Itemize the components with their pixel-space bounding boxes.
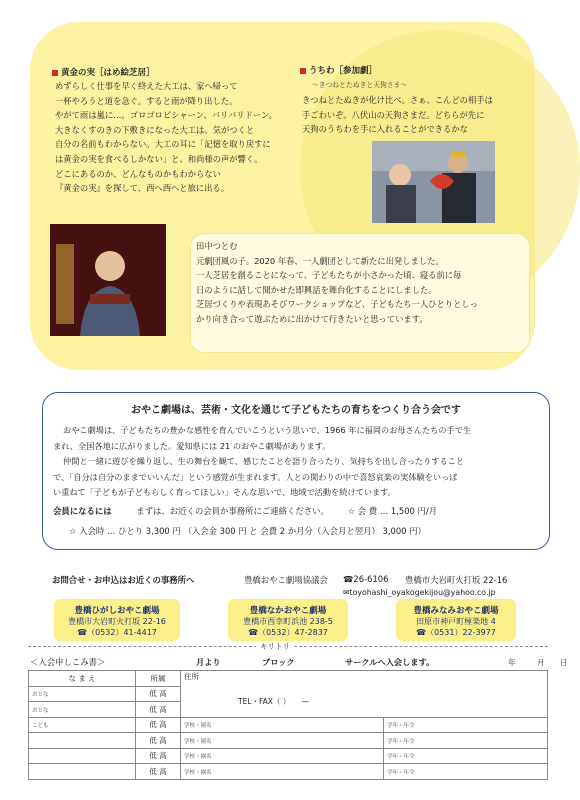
application-form-table: [28, 670, 548, 780]
child-name-field[interactable]: こども: [29, 717, 136, 733]
child-name-field[interactable]: [29, 764, 136, 780]
affiliation-select[interactable]: 低 高: [136, 764, 181, 780]
grade-field[interactable]: 学年・年令: [384, 764, 548, 780]
performance-photo: [372, 141, 495, 223]
membership-label: 会員になるには: [53, 506, 112, 516]
square-bullet-icon: [300, 68, 306, 74]
school-field[interactable]: 学校・園名: [181, 733, 384, 749]
affiliation-select[interactable]: 低 高: [136, 733, 181, 749]
contact-org: 豊橋おやこ劇場協議会: [244, 575, 328, 585]
membership-text: まずは、お近くの会員か事務所にご連絡ください。: [136, 506, 329, 516]
table-row: [29, 733, 548, 749]
membership-fee: ☆ 会 費 … 1,500 円/月: [347, 506, 438, 516]
contact-email[interactable]: ✉toyohashi_oyakogekijou@yahoo.co.jp: [343, 588, 496, 597]
form-title: ＜入会申しこみ書＞: [30, 657, 106, 667]
affiliation-select[interactable]: 低 高: [136, 717, 181, 733]
program-uchiwa-description: きつねとたぬきが化け比べ。さぁ、こんどの相手は 手ごわいぞ。八伏山の天狗さまだ。どちらが先に 天狗のうちわを手に入れることができるかな: [302, 95, 493, 135]
program-kogane-description: めずらしく仕事を早く終えた大工は、家へ帰って 一杯やろうと道を急ぐ。すると雨が降り出した。 やがて雨は嵐に…。ゴロゴロピシャーン、バリバリドーン。 大きなくすのきの下敷きになった大工は、気がつくと 自分の名前もわからない。大工の耳に「記憶を取り戻すに は黄金の実を食べるしかない」と、和尚様の声が響く。 どこにあるのか、どんなものかもわからない 『黄金の実』を探して、西へ西へと旅に出る。: [55, 81, 277, 194]
school-field[interactable]: 学校・園名: [181, 748, 384, 764]
form-header-row: [29, 671, 548, 687]
child-name-field[interactable]: [29, 748, 136, 764]
school-field[interactable]: 学校・園名: [181, 764, 384, 780]
adult-name-field[interactable]: おとな: [29, 702, 136, 718]
form-year: 年: [508, 658, 516, 667]
performer-name: 田中つとむ: [196, 241, 238, 251]
program-uchiwa: [300, 64, 525, 137]
contact-address: 豊橋市大岩町火打坂 22-16: [405, 575, 508, 585]
adult-name-field[interactable]: おとな: [29, 686, 136, 702]
address-field[interactable]: 住所 TEL・FAX（ ） —: [181, 671, 548, 718]
table-row: [29, 748, 548, 764]
program-kogane: [52, 66, 302, 196]
program-kogane-title: 黄金の実［はめ絵芝居］: [52, 66, 302, 78]
about-title: おやこ劇場は、芸術・文化を通じて子どもたちの育ちをつくり合う会です: [131, 405, 461, 416]
about-description: おやこ劇場は、子どもたちの豊かな感性を育んでいこうという思いで、1966 年に福岡のお母さんたちの手で生 まれ、全国各地に広がりました。愛知県には 21 のおやこ劇場があります。 仲間と一緒に遊びを繰り返し、生の舞台を観て、感じたことを語り合ったり、気持ちを出し合ったりすること で、「自分は自分のままでいいんだ」という感覚が生まれます。人との関わりの中で喜怒哀楽の実体験をいっぱ い重ねて「子どもが子どもらしく育ってほしい」そんな思いで、地域で活動を続けています。: [53, 425, 472, 497]
program-uchiwa-title: うちわ［参加劇］: [300, 64, 525, 76]
contact-tel: ☎26-6106: [343, 574, 389, 584]
performer-photo: [50, 224, 166, 336]
school-field[interactable]: 学校・園名: [181, 717, 384, 733]
program-uchiwa-subtitle: 〜きつねとたぬきと天狗さま〜: [312, 81, 408, 89]
membership-info: [53, 505, 547, 517]
child-name-field[interactable]: [29, 733, 136, 749]
name-column-header: な ま え: [29, 671, 136, 687]
cut-label: キリトリ: [256, 641, 294, 652]
affiliation-select[interactable]: 低 高: [136, 686, 181, 702]
grade-field[interactable]: 学年・年令: [384, 733, 548, 749]
about-section: [42, 392, 550, 550]
tel-fax-field: TEL・FAX（ ） —: [238, 697, 310, 706]
office-naka: 豊橋なかおやこ劇場 豊橋市西幸町浜池 238-5 ☎（0532）47-2837: [228, 599, 348, 641]
entry-fee: ☆ 入会時 … ひとり 3,300 円 （入会金 300 円 と 会費 2 か月分（入会月と翌月） 3,000 円）: [69, 526, 426, 536]
affiliation-select[interactable]: 低 高: [136, 748, 181, 764]
performer-profile-text: 田中つとむ 元劇団風の子。2020 年春、一人劇団として新たに出発しました。 一人芝居を創ることになって、子どもたちが小さかった頃、寝る前に毎 日のように話して聞かせた即興話を舞台化することにしました。 芝居づくりや表現あそびワークショップなど、子どもたち一人ひとりとしっ かり向き合って遊ぶために出かけて行きたいと思っています。: [196, 239, 526, 327]
office-minami: 豊橋みなみおやこ劇場 田原市神戸町極楽地 4 ☎（0531）22-3977: [396, 599, 516, 641]
grade-field[interactable]: 学年・年令: [384, 748, 548, 764]
square-bullet-icon: [52, 70, 58, 76]
form-from-month: 月より: [196, 657, 221, 667]
form-circle: サークルへ入会します。: [345, 657, 435, 667]
form-month: 月: [537, 658, 545, 667]
grade-field[interactable]: 学年・年令: [384, 717, 548, 733]
contact-heading: お問合せ・お申込はお近くの事務所へ: [52, 575, 195, 585]
office-higashi: 豊橋ひがしおやこ劇場 豊橋市大岩町火打坂 22-16 ☎（0532）41-4417: [54, 599, 180, 641]
form-block: ブロック: [262, 657, 295, 667]
table-row: [29, 717, 548, 733]
table-row: [29, 764, 548, 780]
affiliation-select[interactable]: 低 高: [136, 702, 181, 718]
form-day: 日: [560, 658, 568, 667]
affiliation-column-header: 所属: [136, 671, 181, 687]
